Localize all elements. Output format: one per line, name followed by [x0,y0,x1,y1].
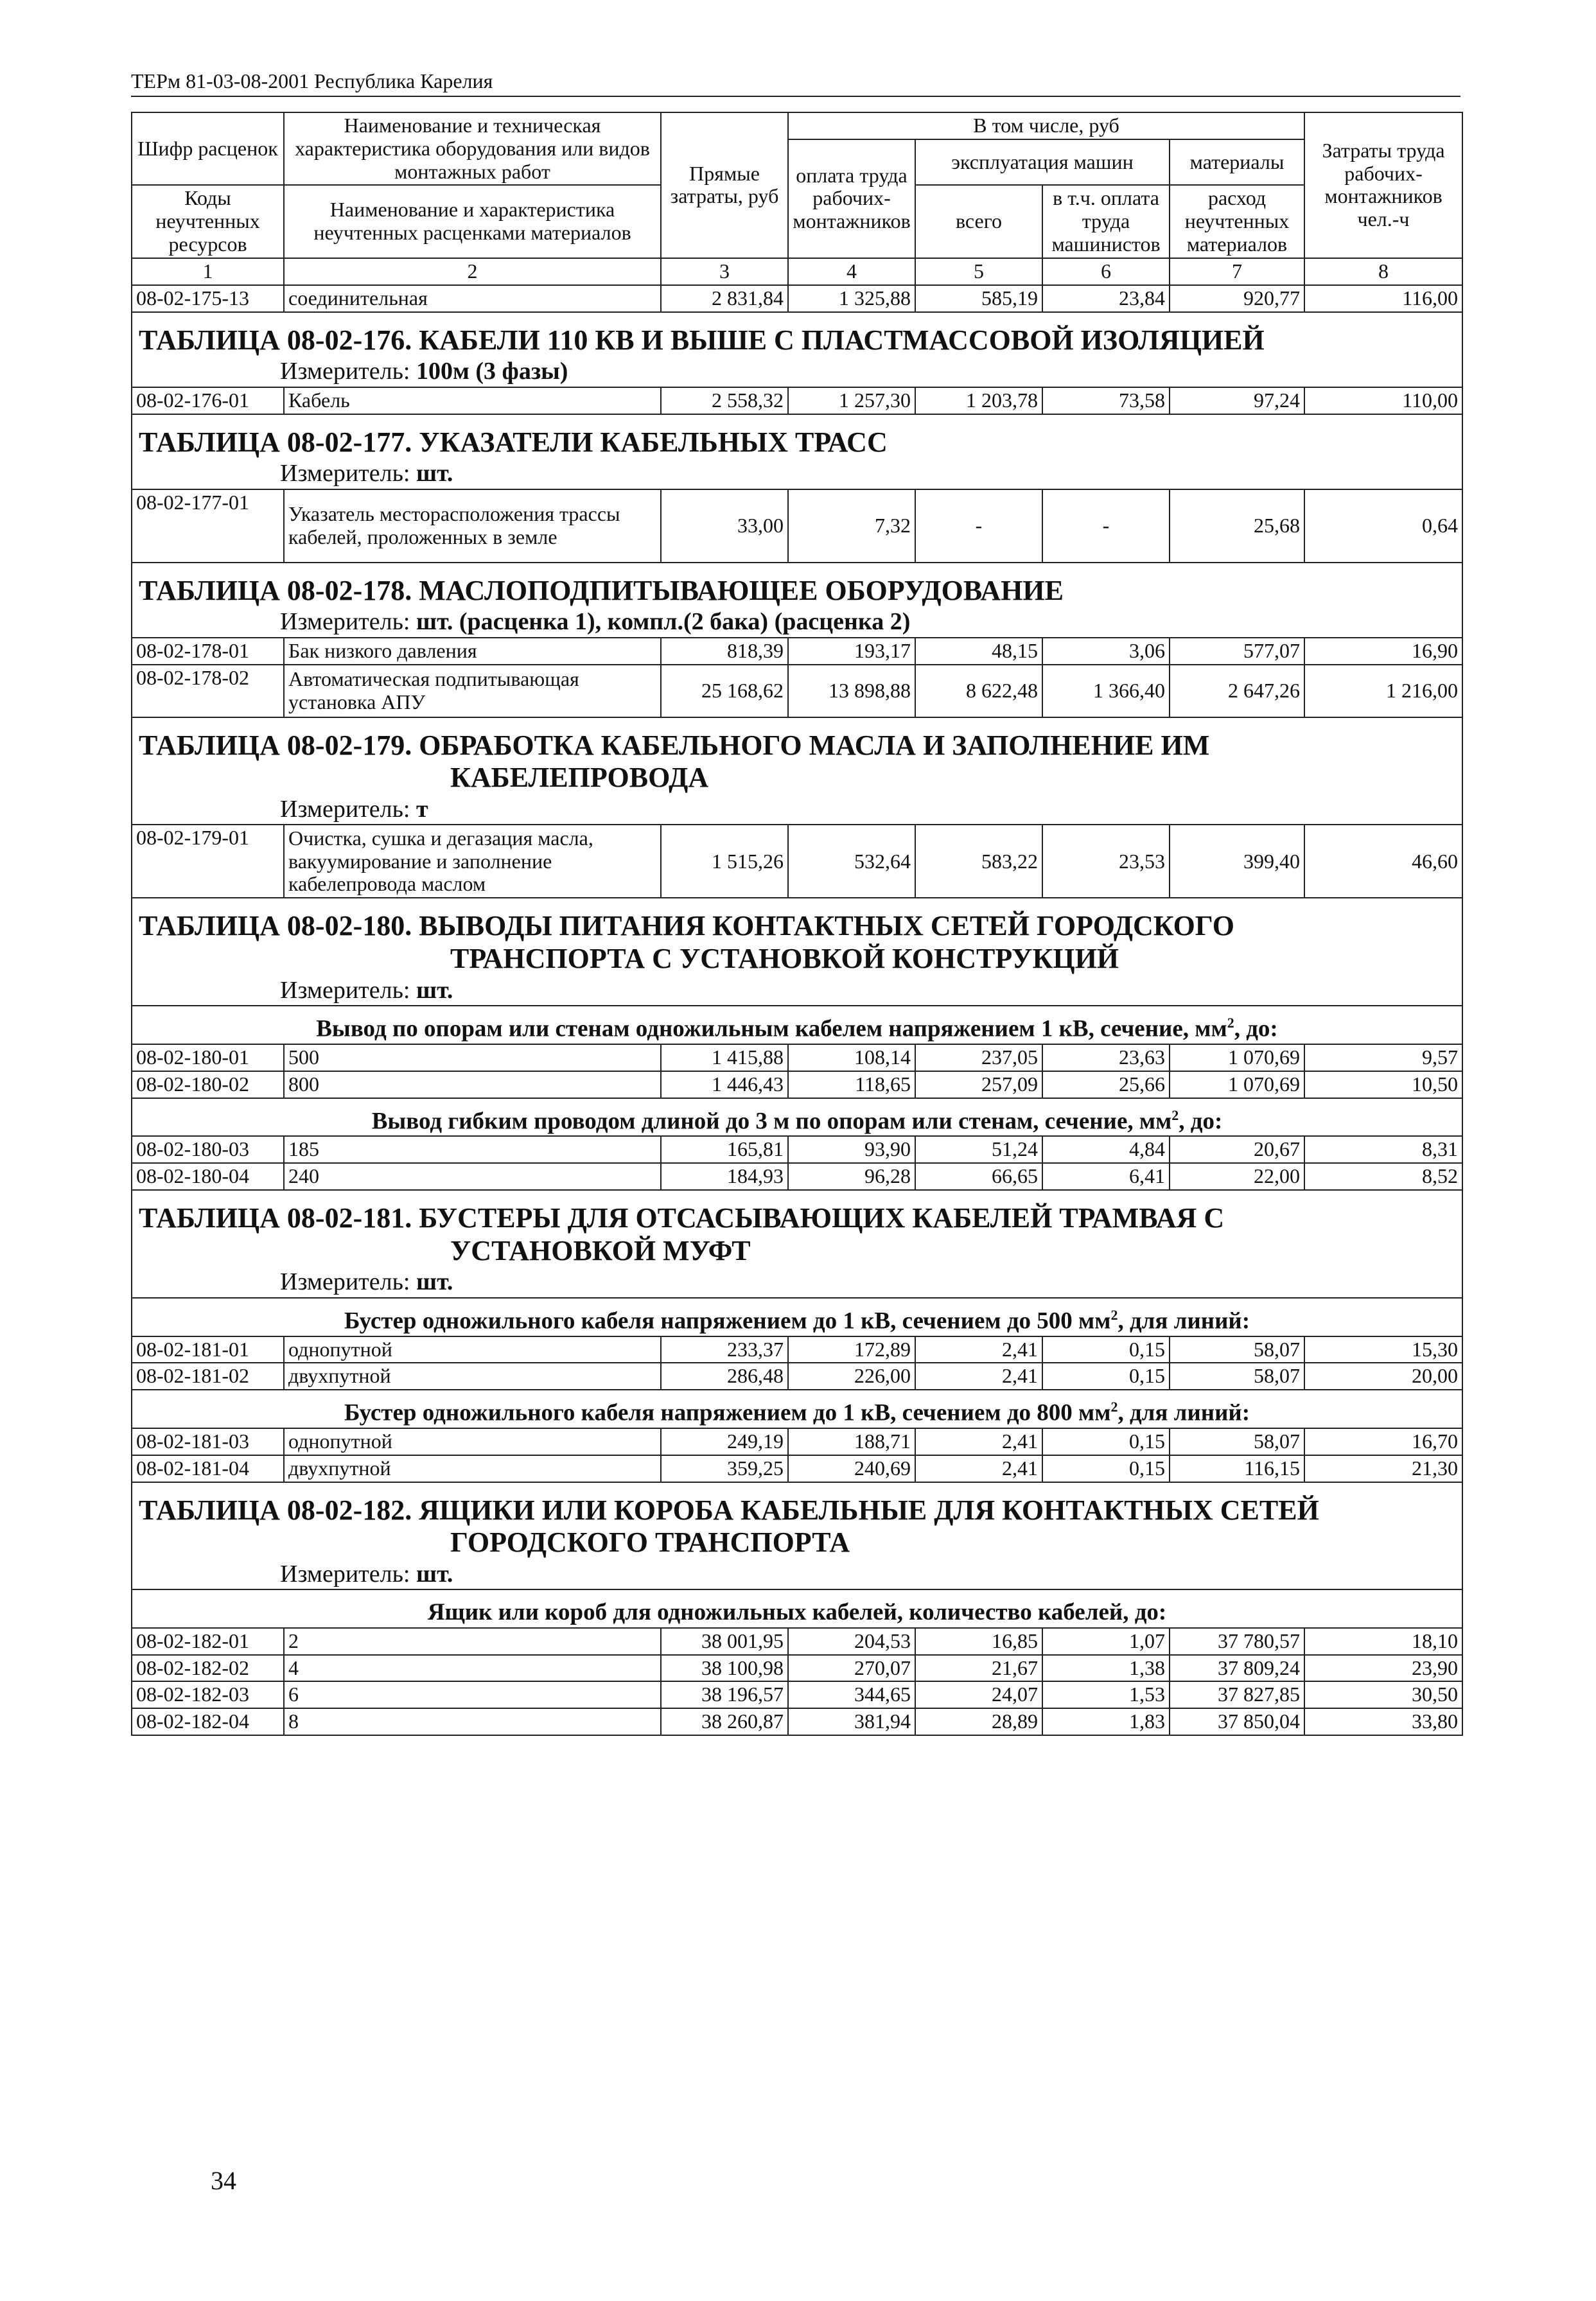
operators-wages: 25,66 [1042,1071,1170,1098]
table-180-title-cell [132,898,1462,976]
column-number: 7 [1170,258,1304,285]
unit-label: Измеритель: [280,358,410,385]
table-row [132,1136,1462,1163]
column-number: 4 [788,258,915,285]
machines-total: - [915,489,1042,563]
wages: 93,90 [788,1136,915,1163]
rate-name: однопутной [284,1336,661,1363]
unit-label: Измеритель: [280,460,410,487]
operators-wages: 0,15 [1042,1455,1170,1482]
labor-hours: 110,00 [1304,387,1462,414]
subsection-header [132,1589,1462,1627]
table-181-title: ТАБЛИЦА 08-02-181. БУСТЕРЫ ДЛЯ ОТСАСЫВАЮЩИХ КАБЕЛЕЙ ТРАМВАЯ С [139,1202,1225,1234]
machines-total: 8 622,48 [915,665,1042,717]
table-row [132,387,1462,414]
operators-wages: 1,07 [1042,1628,1170,1655]
header-direct-costs: Прямые затраты, руб [661,112,788,258]
operators-wages: - [1042,489,1170,563]
table-row [132,489,1462,563]
direct-costs: 1 515,26 [661,825,788,898]
page-header: ТЕРм 81-03-08-2001 Республика Карелия [131,69,1460,97]
table-181-title-cell [132,1190,1462,1268]
section-unit [132,608,1462,638]
direct-costs: 1 415,88 [661,1044,788,1071]
column-number: 5 [915,258,1042,285]
operators-wages: 23,63 [1042,1044,1170,1071]
materials: 2 647,26 [1170,665,1304,717]
wages: 532,64 [788,825,915,898]
unit-line [132,608,1462,638]
operators-wages: 0,15 [1042,1428,1170,1455]
machines-total: 585,19 [915,285,1042,312]
unit-value: 100м (3 фазы) [416,358,568,385]
table-row [132,1655,1462,1682]
operators-wages: 1,53 [1042,1681,1170,1708]
rate-name: Бак низкого давления [284,638,661,665]
header-codes-resources: Коды неучтенных ресурсов [132,185,284,258]
labor-hours: 15,30 [1304,1336,1462,1363]
subsection-header [132,1098,1462,1137]
labor-hours: 16,90 [1304,638,1462,665]
rate-name: двухпутной [284,1455,661,1482]
unit-label: Измеритель: [280,1268,410,1296]
header-row [132,112,1462,139]
unit-line [132,796,1462,825]
table-row [132,825,1462,898]
rate-name: 800 [284,1071,661,1098]
direct-costs: 359,25 [661,1455,788,1482]
section-unit [132,460,1462,489]
machines-total: 237,05 [915,1044,1042,1071]
table-181-title-cont: УСТАНОВКОЙ МУФТ [450,1234,751,1266]
subsection-text: Вывод гибким проводом длиной до 3 м по опорам или стенам, сечение, мм [371,1107,1172,1134]
rate-name: 4 [284,1655,661,1682]
unit-value: шт. (расценка 1), компл.(2 бака) (расценка 2) [416,608,911,636]
rate-code: 08-02-180-01 [132,1044,284,1071]
operators-wages: 0,15 [1042,1363,1170,1390]
materials: 37 809,24 [1170,1655,1304,1682]
labor-hours: 20,00 [1304,1363,1462,1390]
table-182-title: ТАБЛИЦА 08-02-182. ЯЩИКИ ИЛИ КОРОБА КАБЕЛЬНЫЕ ДЛЯ КОНТАКТНЫХ СЕТЕЙ [139,1494,1319,1526]
machines-total: 21,67 [915,1655,1042,1682]
machines-total: 2,41 [915,1336,1042,1363]
materials: 577,07 [1170,638,1304,665]
table-179-title-cell [132,717,1462,796]
header-numbers-row [132,258,1462,285]
wages: 188,71 [788,1428,915,1455]
subsection-text-end: , до: [1234,1015,1278,1042]
unit-line [132,1268,1462,1298]
direct-costs: 38 001,95 [661,1628,788,1655]
direct-costs: 233,37 [661,1336,788,1363]
table-row [132,1163,1462,1190]
wages: 13 898,88 [788,665,915,717]
column-number: 3 [661,258,788,285]
header-code: Шифр расценок [132,112,284,185]
machines-total: 2,41 [915,1428,1042,1455]
materials: 25,68 [1170,489,1304,563]
unit-value: т [416,795,428,823]
subsection-text-end: , для линий: [1118,1399,1250,1426]
machines-total: 66,65 [915,1163,1042,1190]
direct-costs: 38 196,57 [661,1681,788,1708]
machines-total: 2,41 [915,1363,1042,1390]
direct-costs: 184,93 [661,1163,788,1190]
section-title [132,717,1462,796]
subsection-header [132,1298,1462,1336]
section-title [132,563,1462,609]
section-unit [132,358,1462,387]
rate-name: 6 [284,1681,661,1708]
materials: 1 070,69 [1170,1071,1304,1098]
wages: 204,53 [788,1628,915,1655]
rate-code: 08-02-178-02 [132,665,284,717]
operators-wages: 1,83 [1042,1708,1170,1735]
labor-hours: 46,60 [1304,825,1462,898]
table-row [132,285,1462,312]
header-unaccounted-materials: расход неучтенных материалов [1170,185,1304,258]
operators-wages: 1 366,40 [1042,665,1170,717]
table-179-title-cont: КАБЕЛЕПРОВОДА [450,762,709,794]
rate-name: соединительная [284,285,661,312]
subsection-title [132,1390,1462,1428]
machines-total: 28,89 [915,1708,1042,1735]
direct-costs: 38 260,87 [661,1708,788,1735]
header-labor: Затраты труда рабочих-монтажников чел.-ч [1304,112,1462,258]
table-row [132,1455,1462,1482]
operators-wages: 23,53 [1042,825,1170,898]
operators-wages: 6,41 [1042,1163,1170,1190]
section-unit [132,1268,1462,1298]
rate-code: 08-02-182-04 [132,1708,284,1735]
labor-hours: 30,50 [1304,1681,1462,1708]
direct-costs: 38 100,98 [661,1655,788,1682]
machines-total: 51,24 [915,1136,1042,1163]
operators-wages: 3,06 [1042,638,1170,665]
materials: 58,07 [1170,1428,1304,1455]
materials: 37 827,85 [1170,1681,1304,1708]
table-row [132,1071,1462,1098]
labor-hours: 18,10 [1304,1628,1462,1655]
table-row [132,1044,1462,1071]
header-materials: материалы [1170,139,1304,186]
column-number: 2 [284,258,661,285]
labor-hours: 116,00 [1304,285,1462,312]
wages: 193,17 [788,638,915,665]
section-title [132,898,1462,976]
subsection-text: Вывод по опорам или стенам одножильным кабелем напряжением 1 кВ, сечение, мм [316,1015,1227,1042]
rate-name: Указатель месторасположения трассы кабелей, проложенных в земле [284,489,661,563]
page-number: 34 [211,2166,236,2195]
rate-code: 08-02-177-01 [132,489,284,563]
section-title [132,414,1462,460]
section-unit [132,796,1462,825]
column-number: 6 [1042,258,1170,285]
machines-total: 583,22 [915,825,1042,898]
subsection-text-end: , для линий: [1118,1308,1250,1334]
materials: 37 850,04 [1170,1708,1304,1735]
rate-name: Очистка, сушка и дегазация масла, вакуумирование и заполнение кабелепровода маслом [284,825,661,898]
operators-wages: 23,84 [1042,285,1170,312]
labor-hours: 16,70 [1304,1428,1462,1455]
machines-total: 48,15 [915,638,1042,665]
table-row [132,638,1462,665]
wages: 1 257,30 [788,387,915,414]
table-row [132,1628,1462,1655]
direct-costs: 25 168,62 [661,665,788,717]
labor-hours: 9,57 [1304,1044,1462,1071]
wages: 344,65 [788,1681,915,1708]
column-number: 8 [1304,258,1462,285]
materials: 37 780,57 [1170,1628,1304,1655]
table-row [132,1428,1462,1455]
subsection-title: Ящик или короб для одножильных кабелей, количество кабелей, до: [132,1589,1462,1627]
materials: 116,15 [1170,1455,1304,1482]
operators-wages: 73,58 [1042,387,1170,414]
operators-wages: 4,84 [1042,1136,1170,1163]
labor-hours: 21,30 [1304,1455,1462,1482]
rate-code: 08-02-176-01 [132,387,284,414]
direct-costs: 165,81 [661,1136,788,1163]
column-number: 1 [132,258,284,285]
labor-hours: 1 216,00 [1304,665,1462,717]
unit-line [132,358,1462,387]
wages: 381,94 [788,1708,915,1735]
section-unit [132,977,1462,1006]
materials: 22,00 [1170,1163,1304,1190]
materials: 399,40 [1170,825,1304,898]
operators-wages: 1,38 [1042,1655,1170,1682]
direct-costs: 33,00 [661,489,788,563]
rate-name: 240 [284,1163,661,1190]
unit-label: Измеритель: [280,608,410,636]
operators-wages: 0,15 [1042,1336,1170,1363]
rate-code: 08-02-182-01 [132,1628,284,1655]
unit-value: шт. [416,460,453,487]
table-179-title: ТАБЛИЦА 08-02-179. ОБРАБОТКА КАБЕЛЬНОГО МАСЛА И ЗАПОЛНЕНИЕ ИМ [139,729,1210,761]
subsection-title [132,1006,1462,1044]
rate-code: 08-02-182-02 [132,1655,284,1682]
unit-value: шт. [416,1268,453,1296]
unit-value: шт. [416,1560,453,1588]
table-row [132,1336,1462,1363]
table-182-title-cell [132,1482,1462,1561]
subsection-header [132,1006,1462,1044]
section-title [132,1482,1462,1561]
subsection-text-end: , до: [1179,1107,1223,1134]
subsection-title [132,1298,1462,1336]
materials: 20,67 [1170,1136,1304,1163]
subsection-text: Бустер одножильного кабеля напряжением до 1 кВ, сечением до 500 мм [344,1308,1111,1334]
header-operators-wages: в т.ч. оплата труда машинистов [1042,185,1170,258]
direct-costs: 249,19 [661,1428,788,1455]
unit-label: Измеритель: [280,976,410,1004]
rate-name: 2 [284,1628,661,1655]
rate-code: 08-02-180-04 [132,1163,284,1190]
direct-costs: 1 446,43 [661,1071,788,1098]
subsection-title [132,1098,1462,1137]
rate-code: 08-02-181-04 [132,1455,284,1482]
unit-label: Измеритель: [280,795,410,823]
table-177-title: ТАБЛИЦА 08-02-177. УКАЗАТЕЛИ КАБЕЛЬНЫХ ТРАСС [132,414,1462,460]
rate-code: 08-02-179-01 [132,825,284,898]
rate-code: 08-02-181-03 [132,1428,284,1455]
header-including: В том числе, руб [788,112,1304,139]
rate-code: 08-02-181-01 [132,1336,284,1363]
header-machines: эксплуатация машин [915,139,1170,186]
rate-name: Кабель [284,387,661,414]
table-180-title: ТАБЛИЦА 08-02-180. ВЫВОДЫ ПИТАНИЯ КОНТАКТНЫХ СЕТЕЙ ГОРОДСКОГО [139,910,1234,942]
unit-line [132,977,1462,1006]
rate-code: 08-02-182-03 [132,1681,284,1708]
direct-costs: 2 831,84 [661,285,788,312]
unit-value: шт. [416,976,453,1004]
rate-name: однопутной [284,1428,661,1455]
table-row [132,1681,1462,1708]
rate-code: 08-02-175-13 [132,285,284,312]
table-row [132,665,1462,717]
rate-name: 185 [284,1136,661,1163]
rate-name: 500 [284,1044,661,1071]
rate-name: 8 [284,1708,661,1735]
section-title [132,312,1462,358]
header-name: Наименование и техническая характеристика оборудования или видов монтажных работ [284,112,661,185]
wages: 108,14 [788,1044,915,1071]
rate-name: двухпутной [284,1363,661,1390]
superscript: 2 [1110,1399,1118,1415]
wages: 172,89 [788,1336,915,1363]
labor-hours: 8,52 [1304,1163,1462,1190]
rates-table [131,112,1463,1736]
machines-total: 257,09 [915,1071,1042,1098]
table-178-title: ТАБЛИЦА 08-02-178. МАСЛОПОДПИТЫВАЮЩЕЕ ОБОРУДОВАНИЕ [132,563,1462,609]
labor-hours: 8,31 [1304,1136,1462,1163]
rate-code: 08-02-178-01 [132,638,284,665]
subsection-text: Бустер одножильного кабеля напряжением до 1 кВ, сечением до 800 мм [344,1399,1111,1426]
direct-costs: 818,39 [661,638,788,665]
table-176-title: ТАБЛИЦА 08-02-176. КАБЕЛИ 110 КВ И ВЫШЕ С ПЛАСТМАССОВОЙ ИЗОЛЯЦИЕЙ [132,312,1462,358]
superscript: 2 [1171,1107,1179,1123]
table-180-title-cont: ТРАНСПОРТА С УСТАНОВКОЙ КОНСТРУКЦИЙ [450,943,1119,975]
superscript: 2 [1110,1306,1118,1323]
materials: 1 070,69 [1170,1044,1304,1071]
labor-hours: 10,50 [1304,1071,1462,1098]
rate-code: 08-02-180-02 [132,1071,284,1098]
machines-total: 16,85 [915,1628,1042,1655]
wages: 226,00 [788,1363,915,1390]
labor-hours: 33,80 [1304,1708,1462,1735]
direct-costs: 2 558,32 [661,387,788,414]
subsection-header [132,1390,1462,1428]
materials: 58,07 [1170,1363,1304,1390]
machines-total: 2,41 [915,1455,1042,1482]
direct-costs: 286,48 [661,1363,788,1390]
superscript: 2 [1227,1015,1234,1031]
header-wages: оплата труда рабочих-монтажников [788,139,915,258]
machines-total: 24,07 [915,1681,1042,1708]
table-182-title-cont: ГОРОДСКОГО ТРАНСПОРТА [450,1527,850,1559]
materials: 920,77 [1170,285,1304,312]
unit-line [132,460,1462,489]
section-unit [132,1561,1462,1590]
labor-hours: 0,64 [1304,489,1462,563]
unit-label: Измеритель: [280,1560,410,1588]
wages: 240,69 [788,1455,915,1482]
machines-total: 1 203,78 [915,387,1042,414]
section-title [132,1190,1462,1268]
unit-line [132,1561,1462,1590]
rate-name: Автоматическая подпитывающая установка АПУ [284,665,661,717]
wages: 96,28 [788,1163,915,1190]
materials: 58,07 [1170,1336,1304,1363]
wages: 7,32 [788,489,915,563]
rate-code: 08-02-180-03 [132,1136,284,1163]
materials: 97,24 [1170,387,1304,414]
header-machines-total: всего [915,185,1042,258]
table-row [132,1363,1462,1390]
header-materials-name: Наименование и характеристика неучтенных расценками материалов [284,185,661,258]
wages: 270,07 [788,1655,915,1682]
table-row [132,1708,1462,1735]
wages: 118,65 [788,1071,915,1098]
wages: 1 325,88 [788,285,915,312]
labor-hours: 23,90 [1304,1655,1462,1682]
rate-code: 08-02-181-02 [132,1363,284,1390]
